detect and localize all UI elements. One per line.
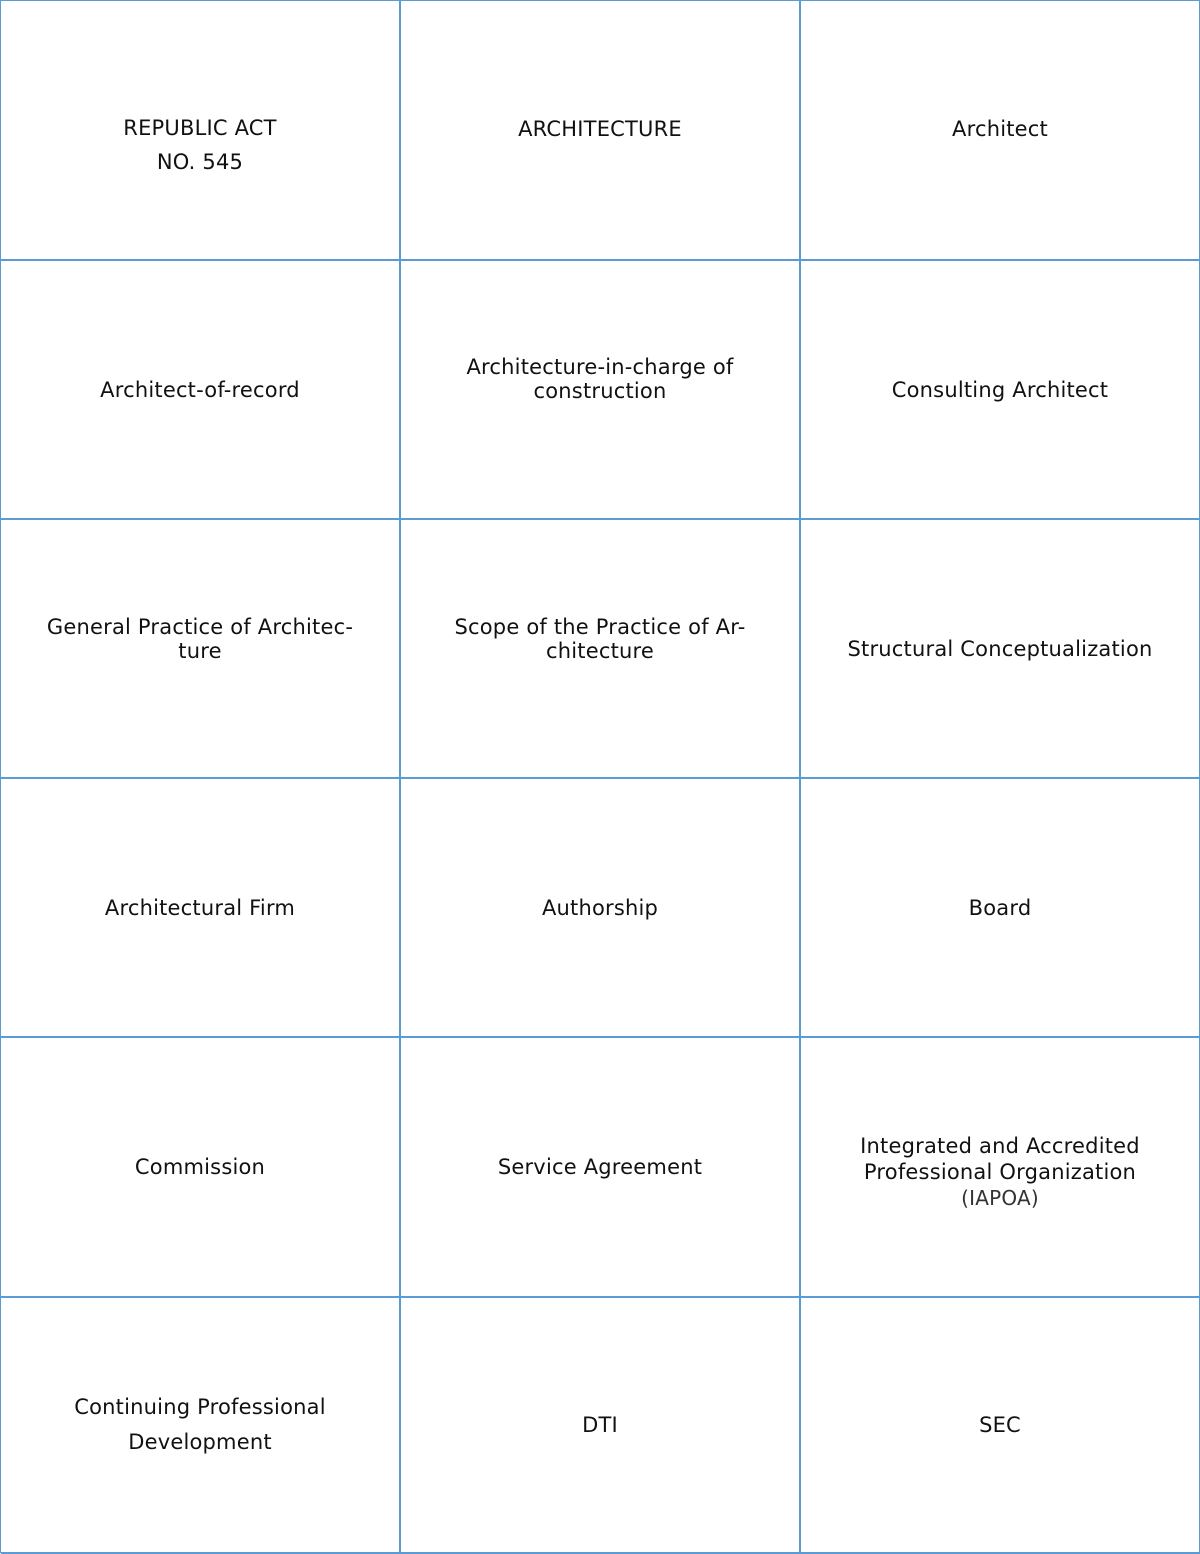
card-label: Architect bbox=[952, 117, 1048, 141]
card-label: ARCHITECTURE bbox=[518, 117, 682, 141]
card-label-line1: REPUBLIC ACT bbox=[123, 116, 277, 140]
card-label: Commission bbox=[134, 1155, 266, 1179]
card-label: Consulting Architect bbox=[891, 377, 1109, 402]
card-label: Architecture-in-charge of construction bbox=[466, 354, 734, 403]
card-label-abbreviation: (IAPOA) bbox=[961, 1186, 1039, 1210]
card-architecture-in-charge bbox=[401, 261, 801, 520]
card-structural-conceptualization bbox=[801, 520, 1200, 779]
card-label-line2: NO. 545 bbox=[156, 150, 244, 174]
card-iapoa bbox=[801, 1038, 1200, 1298]
card-label: General Practice of Architec-ture bbox=[46, 614, 354, 663]
card-commission bbox=[1, 1038, 401, 1298]
card-label: Architect-of-record bbox=[100, 377, 300, 402]
card-label: Service Agreement bbox=[497, 1155, 703, 1179]
card-continuing-professional-development bbox=[1, 1298, 401, 1554]
card-architect-of-record bbox=[1, 261, 401, 520]
card-label: Structural Conceptualization bbox=[847, 636, 1153, 661]
card-architect bbox=[801, 1, 1200, 261]
card-architecture bbox=[401, 1, 801, 261]
card-label: Board bbox=[968, 895, 1032, 920]
card-architectural-firm bbox=[1, 779, 401, 1038]
card-label bbox=[123, 111, 276, 179]
card-scope-of-practice bbox=[401, 520, 801, 779]
card-label: Continuing Professional Development bbox=[74, 1395, 326, 1454]
card-consulting-architect bbox=[801, 261, 1200, 520]
card-label: DTI bbox=[582, 1413, 618, 1437]
card-label: SEC bbox=[979, 1413, 1021, 1437]
card-label: Scope of the Practice of Ar-chitecture bbox=[454, 614, 746, 663]
card-service-agreement bbox=[401, 1038, 801, 1298]
card-general-practice bbox=[1, 520, 401, 779]
card-label: Authorship bbox=[541, 895, 659, 920]
card-label bbox=[829, 1133, 1171, 1211]
card-authorship bbox=[401, 779, 801, 1038]
card-dti bbox=[401, 1298, 801, 1554]
card-sec bbox=[801, 1298, 1200, 1554]
card-label: Architectural Firm bbox=[104, 895, 296, 920]
card-label-main: Integrated and Accredited Professional Organization bbox=[860, 1134, 1140, 1184]
card-board bbox=[801, 779, 1200, 1038]
card-republic-act bbox=[1, 1, 401, 261]
